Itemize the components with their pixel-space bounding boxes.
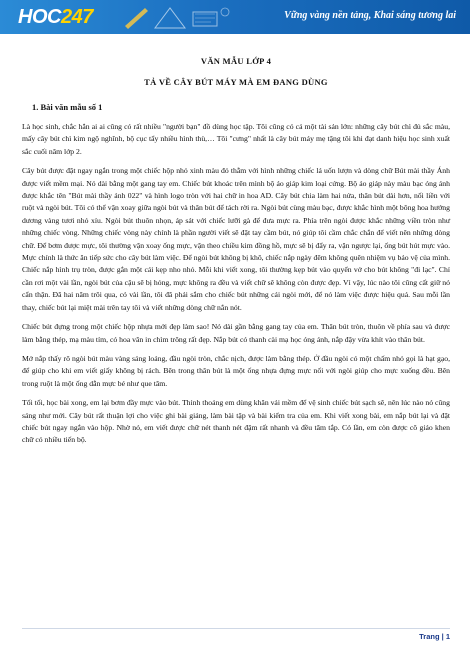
logo-number: 247	[60, 6, 93, 28]
section-heading: 1. Bài văn mẫu số 1	[32, 102, 103, 112]
page-number: Trang | 1	[419, 632, 450, 641]
site-tagline: Vững vàng nền tảng, Khai sáng tương lai	[284, 10, 456, 21]
paragraph: Chiếc bút đựng trong một chiếc hộp nhựa mới đẹp làm sao! Nó dài gần bằng gang tay của em. Thân bút tròn, thuôn về phía sau và được làm bằng thép, mạ màu tím, có hoa văn in chìm trông rất đẹp. Nắp bút có thanh cài mạ học óng ánh, nắp đậy vừa khít vào thân bút.	[22, 322, 450, 344]
document-subtitle: TẢ VỀ CÂY BÚT MÁY MÀ EM ĐANG DÙNG	[144, 77, 328, 87]
hoc247-logo[interactable]	[18, 6, 93, 28]
school-supplies-illustration	[115, 2, 235, 32]
paragraph: Là học sinh, chắc hẳn ai ai cũng có rất nhiều "người bạn" đồ dùng học tập. Tôi cũng có cả một tài sản lớn: những cây bút chì đủ sắc màu, mấy cây bút chì kim ngộ nghĩnh, bộ cục tẩy nhiều hình thù,… Tôi "cưng" nhất là cây bút máy mẹ tặng tôi khi đạt danh hiệu học sinh xuất sắc cuối năm lớp 2.	[22, 122, 450, 156]
logo-text: HOC	[18, 6, 61, 28]
paragraph: Mở nắp thấy rõ ngòi bút màu vàng sáng loáng, đầu ngòi tròn, chắc nịch, được làm bằng thép. Ở đầu ngòi có một chấm nhỏ gọi là hạt gạo, để giúp cho khi em viết giấy không bị rách. Bên trong thân bút là một ống nhựa đựng mực nối với ngòi giúp cho mực xuống đều. Bên trong ruột là một ống dẫn mực bé như que tăm.	[22, 353, 450, 388]
site-header	[0, 0, 470, 34]
paragraph: Tối tối, học bài xong, em lại bơm đầy mực vào bút. Thỉnh thoảng em dùng khăn vải mềm để vệ sinh chiếc bút sạch sẽ, nên lúc nào nó cũng sáng như mới. Cây bút rất thuận lợi cho việc ghi bài giảng, làm bài tập và bài kiểm tra của em. Khi viết xong bài, em nắp bút lại và đặt chiếc bút ngay ngắn vào hộp. Nhờ nó, em viết được chữ nét thanh nét đậm rất nhanh và đều tăm tắp. Có lần, em còn được cô giáo khen chữ có nhiều tiến bộ.	[22, 398, 450, 445]
document-body	[22, 50, 450, 454]
paragraph: Cây bút được đặt ngay ngắn trong một chiếc hộp nhỏ xinh màu đỏ thẫm với hình những chiếc lá uốn lượn và dòng chữ Bút mài thầy Ánh được viết mềm mại. Nó dài bằng một gang tay em. Chiếc bút khoác trên mình bộ áo giáp kim loại cứng. Bộ áo giáp này màu bạc óng ánh được khắc tên "Bút mài thầy ánh 022" và hình logo tròn với hai chữ in hoa AD. Cây bút chia làm hai nửa, thân bút dài hơn, nối liền với ruột và ngòi bút. Tôi có thể vặn xoay giữa ngòi bút và thân bút để tách rời ra. Ngòi bút cùng màu bạc, được khắc hình một bông hoa hướng dương vàng tươi nhỏ xíu. Ngòi bút thuôn nhọn, áp sát với chiếc lưỡi gà để đưa mực ra. Phía trên ngòi được khắc những viền tròn như những chiếc vòng. Những chiếc vòng này chính là phần người viết sẽ đặt tay cầm bút, nó giúp tôi cầm chắc chắn để viết nên những dòng chữ. Để bơm được mực, tôi thường vặn xoay ống mực, vặn theo chiều kim đồng hồ, mực sẽ bị đẩy ra, vặn ngược lại, ống bút hút mực vào. Mực chính là thức ăn tiếp sức cho cây bút làm việc. Để ngòi bút không bị khô, chiếc nắp ngày đêm không quên nhiệm vụ bảo vệ của mình. Chiếc nắp hình trụ tròn, được gắn một cái kẹp nho nhỏ. Mỗi khi viết xong, tôi thường kẹp bút vào quyển vở cho bút không "đi lạc". Chỉ cần rơi một vài lần, ngòi bút của cậu sẽ bị hỏng, mực không ra đều và viết chữ sẽ không còn được đẹp. Vì vậy, lúc nào tôi cũng cất giữ nó cẩn thận. Đã hai năm trôi qua, có vài lần, tôi đã phải sắm cho chiếc bút những cái ngòi mới, để nó làm việc được hiệu quả. Sau mỗi lần thay, chiếc bút lại miệt mài trên tay tôi và viết những dòng chữ nắn nót.	[22, 166, 450, 312]
document-title: VĂN MẪU LỚP 4	[200, 56, 272, 66]
footer-divider	[22, 628, 450, 629]
